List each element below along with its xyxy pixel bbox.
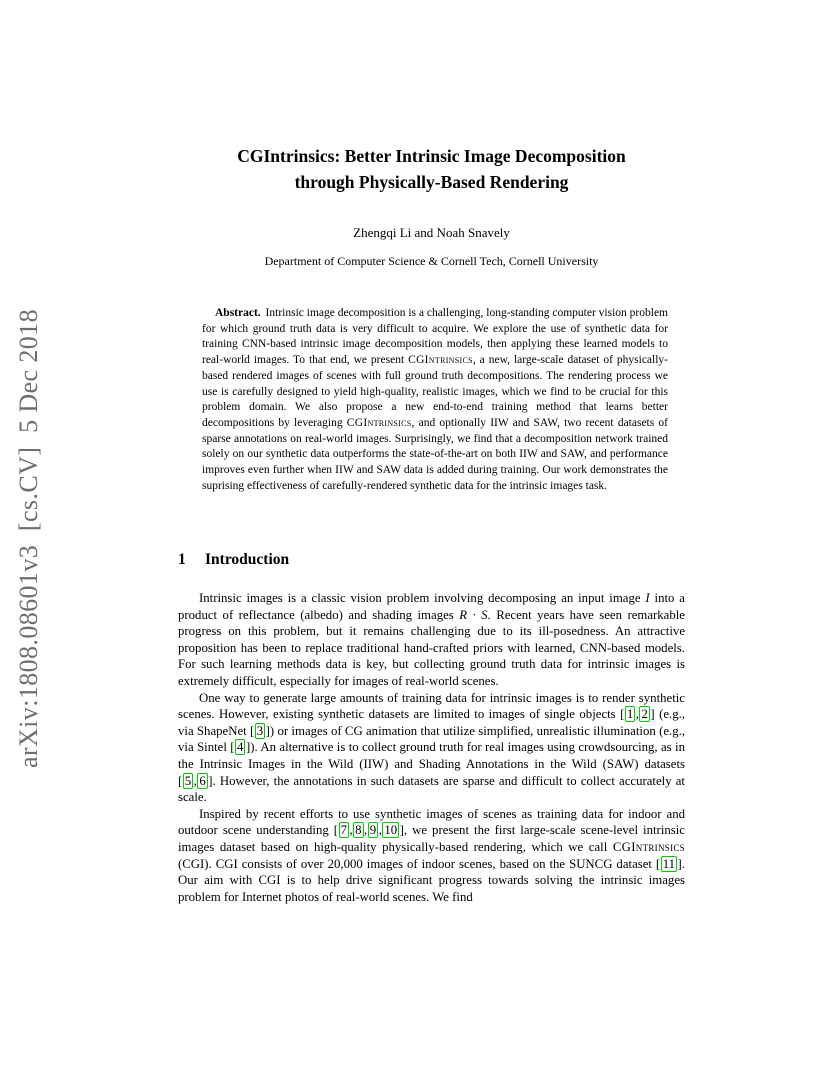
citation-ref[interactable]: 5	[184, 773, 192, 788]
citation-ref[interactable]: 10	[384, 823, 398, 838]
abstract-text: Abstract. Intrinsic image decomposition is a challenging, long-standing computer vision problem for which ground truth data is very difficult to acquire. We explore the use of synthetic data for training CNN-based intrinsic image decomposition models, then applying these learned models to real-world images. To that end, we present CGIntrinsics, a new, large-scale dataset of physically-based rendered images of scenes with full ground truth decompositions. The rendering process we use is carefully designed to yield high-quality, realistic images, which we find to be crucial for this problem domain. We also propose a new end-to-end training method that learns better decompositions by leveraging CGIntrinsics, and optionally IIW and SAW, two recent datasets of sparse annotations on real-world images. Surprisingly, we find that a decomposition network trained solely on our synthetic data outperforms the state-of-the-art on both IIW and SAW, and performance improves even further when IIW and SAW data is added during training. Our work demonstrates the suprising effectiveness of carefully-rendered synthetic data for the intrinsic images task.	[202, 307, 668, 492]
smallcaps-run: CGIntrinsics	[346, 416, 412, 429]
section-number: 1	[178, 551, 186, 568]
citation-ref[interactable]: 6	[199, 773, 206, 788]
citation-ref[interactable]: 3	[256, 723, 264, 738]
intro-paragraph-1: Intrinsic images is a classic vision problem involving decomposing an input image I into a product of reflectance (albedo) and shading images R · S. Recent years have seen remarkable progress on this problem, but it remains challenging due to its ill-posedness. An attractive proposition has been to replace traditional hand-crafted priors with learned, CNN-based models. For such learning methods data is key, but collecting ground truth data for intrinsic images is extremely difficult, especially for images of real-world scenes.	[178, 591, 685, 688]
section-title: Introduction	[205, 551, 290, 568]
smallcaps-run: CGIntrinsics	[612, 839, 685, 854]
citation-ref[interactable]: 4	[237, 740, 244, 755]
citation-ref[interactable]: 8	[355, 823, 362, 838]
citation-ref[interactable]: 9	[369, 823, 377, 838]
smallcaps-run: CGIntrinsics	[408, 354, 473, 367]
paper-title	[178, 143, 685, 195]
abstract-section	[202, 306, 668, 494]
intro-paragraph-2: One way to generate large amounts of training data for intrinsic images is to render synthetic scenes. However, existing synthetic datasets are limited to images of single objects [ 1 , 2 ] (e.g., via ShapeNet [ 3 ]) or images of CG animation that utilize simplified, unrealistic illumination (e.g., via Sintel [ 4 ]). An alternative is to collect ground truth for real images using crowdsourcing, as in the Intrinsic Images in the Wild (IIW) and Shading Annotations in the Wild (SAW) datasets [ 5 , 6 ]. However, the annotations in such datasets are sparse and difficult to collect accurately at scale.	[178, 690, 686, 805]
introduction-body	[178, 590, 685, 905]
citation-ref[interactable]: 2	[641, 707, 648, 722]
arxiv-watermark: arXiv:1808.08601v3 [cs.CV] 5 Dec 2018	[14, 309, 43, 769]
section-heading-introduction	[178, 551, 685, 569]
paper-title-line2: through Physically-Based Rendering	[294, 172, 569, 192]
citation-ref[interactable]: 1	[626, 707, 634, 722]
citation-ref[interactable]: 7	[340, 823, 347, 838]
authors-line: Zhengqi Li and Noah Snavely	[353, 225, 510, 240]
citation-ref[interactable]: 11	[662, 856, 676, 871]
affiliation-line: Department of Computer Science & Cornell Tech, Cornell University	[264, 254, 599, 268]
math-inline: I	[645, 591, 650, 605]
intro-paragraph-3: Inspired by recent efforts to use synthetic images of scenes as training data for indoor and outdoor scene understanding [ 7 , 8 , 9 , 10 ], we present the first large-scale scene-level intrinsic images dataset based on high-quality physically-based rendering, which we call CGIntrinsics (CGI). CGI consists of over 20,000 images of indoor scenes, based on the SUNCG dataset [ 11 ]. Our aim with CGI is to help drive significant progress towards solving the intrinsic images problem for Internet photos of real-world scenes. We find	[178, 806, 685, 904]
math-inline: R · S	[459, 607, 488, 622]
bold-run: Abstract.	[215, 307, 261, 319]
paper-title-line1: CGIntrinsics: Better Intrinsic Image Decomposition	[237, 146, 626, 166]
